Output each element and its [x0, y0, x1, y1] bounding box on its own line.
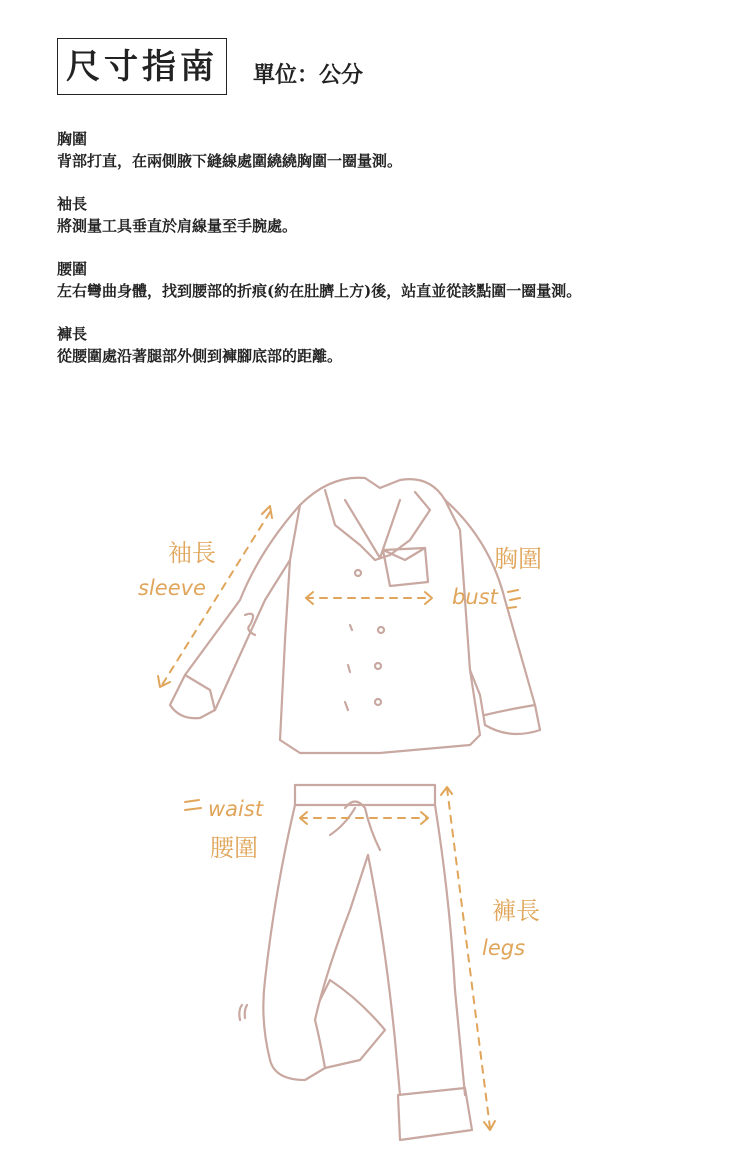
page-title: 尺寸指南	[57, 38, 227, 95]
section-description: 背部打直，在兩側腋下縫線處圍繞繞胸圍一圈量測。	[57, 152, 403, 170]
section-description: 從腰圍處沿著腿部外側到褲腳底部的距離。	[57, 347, 343, 365]
pants-drawing	[239, 785, 472, 1140]
unit-label: 單位：公分	[253, 62, 364, 88]
measurement-guide	[57, 128, 747, 388]
section-description: 將測量工具垂直於肩線量至手腕處。	[57, 217, 298, 235]
sleeve-label: 袖長	[168, 539, 216, 567]
section-sleeve	[57, 193, 747, 237]
section-description: 左右彎曲身體，找到腰部的折痕(約在肚臍上方)後，站直並從該點圍一圈量測。	[57, 282, 582, 300]
legs-label-en: legs	[482, 936, 526, 960]
section-length	[57, 323, 747, 367]
shirt-drawing	[170, 478, 540, 753]
waist-label: 腰圍	[210, 834, 258, 862]
section-waist	[57, 258, 747, 302]
bust-label: 胸圍	[494, 545, 542, 573]
sleeve-label-en: sleeve	[138, 576, 206, 600]
pajama-illustration	[0, 440, 750, 1161]
bust-label-en: bust	[452, 585, 498, 609]
section-title: 袖長	[57, 195, 88, 213]
header	[57, 38, 363, 95]
section-title: 胸圍	[57, 130, 88, 148]
section-bust	[57, 128, 747, 172]
waist-label-en: waist	[208, 797, 264, 821]
section-title: 腰圍	[57, 260, 88, 278]
section-title: 褲長	[57, 325, 88, 343]
legs-label: 褲長	[492, 897, 540, 925]
